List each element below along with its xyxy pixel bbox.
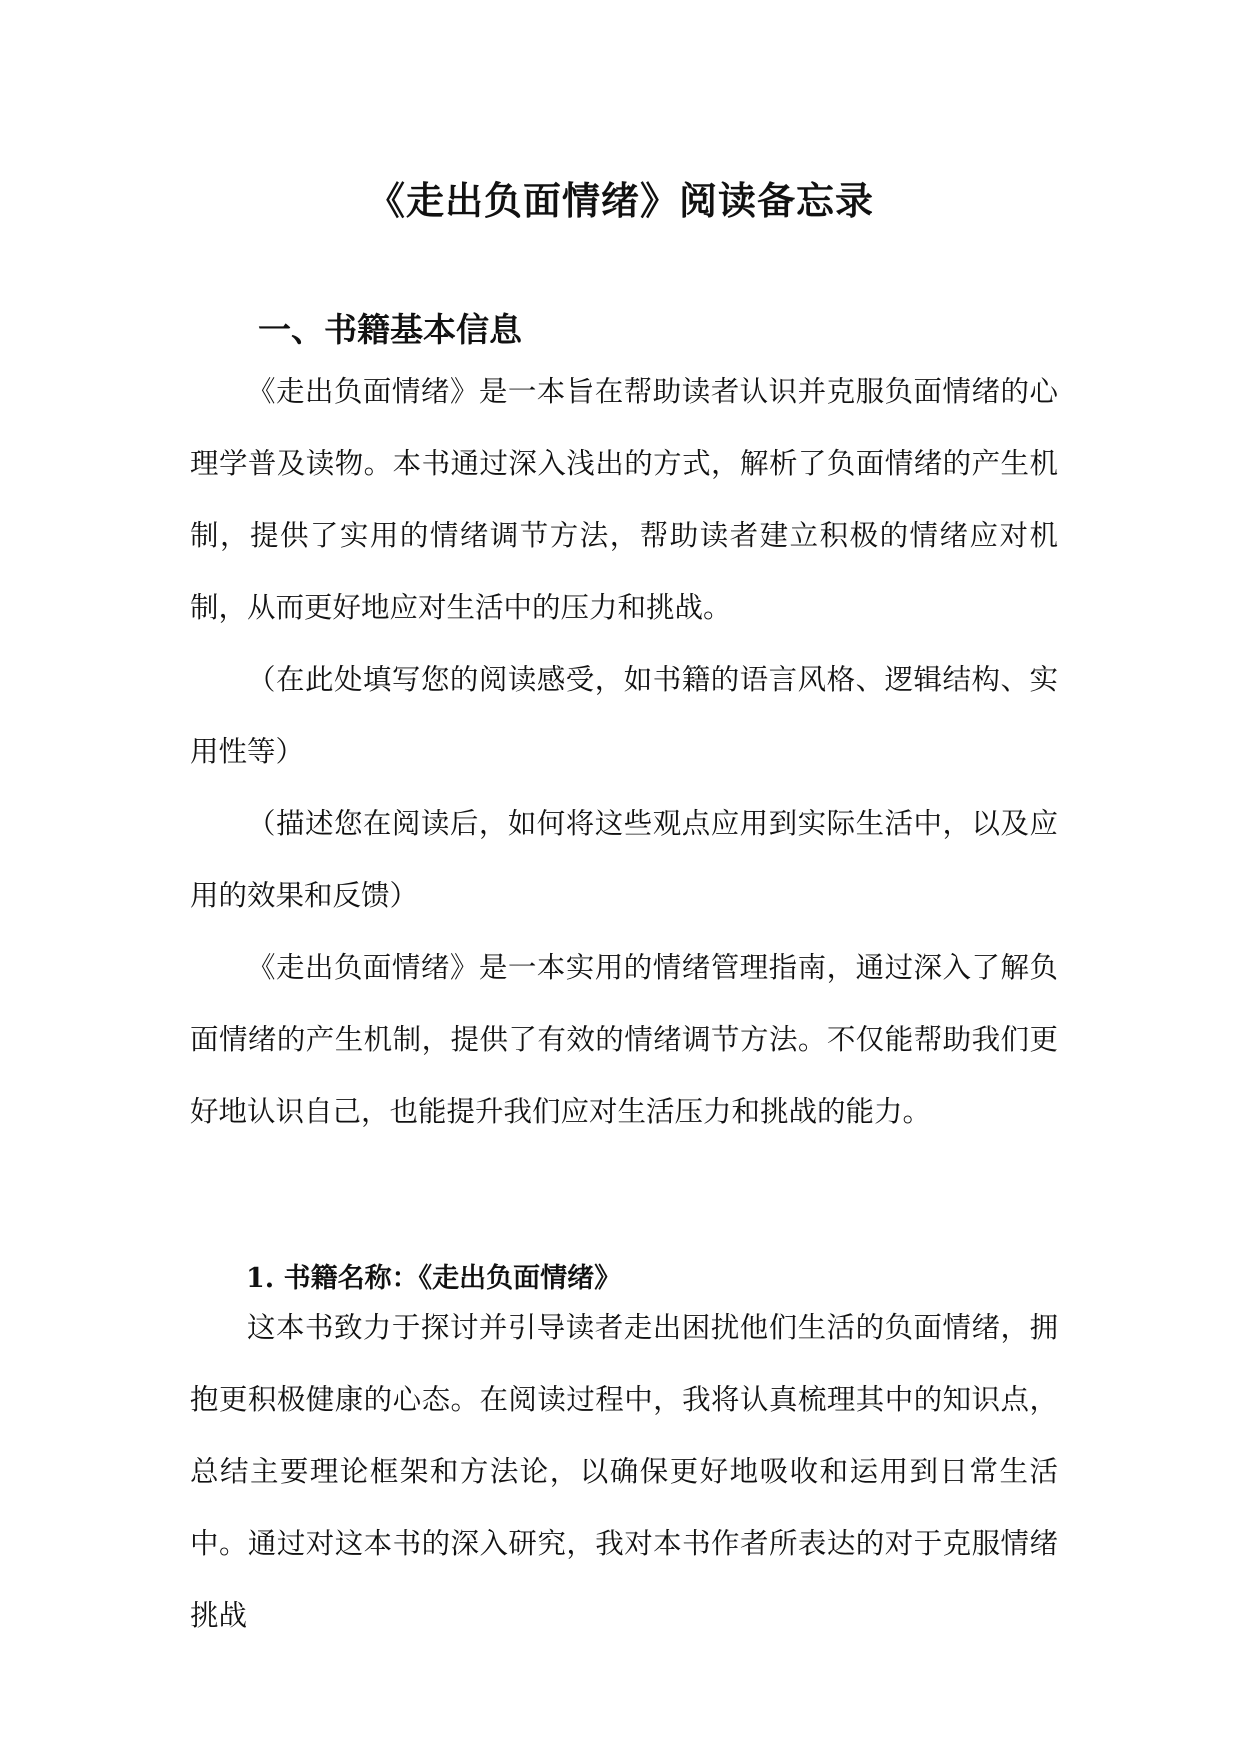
paragraph-application-placeholder: （描述您在阅读后，如何将这些观点应用到实际生活中，以及应用的效果和反馈）	[190, 807, 1058, 912]
paragraph-book-purpose: 这本书致力于探讨并引导读者走出困扰他们生活的负面情绪，拥抱更积极健康的心态。在阅读过程中，我将认真梳理其中的知识点，总结主要理论框架和方法论，以确保更好地吸收和运用到日常生活中。通过对这本书的深入研究，我对本书作者所表达的对于克服情绪挑战	[190, 1311, 1058, 1632]
subsection-heading-book-name: 1. 书籍名称：《走出负面情绪》	[246, 1263, 622, 1294]
document-title: 《走出负面情绪》阅读备忘录	[366, 178, 874, 224]
paragraph-reading-feelings-placeholder: （在此处填写您的阅读感受，如书籍的语言风格、逻辑结构、实用性等）	[190, 663, 1058, 768]
paragraph-book-intro: 《走出负面情绪》是一本旨在帮助读者认识并克服负面情绪的心理学普及读物。本书通过深入浅出的方式，解析了负面情绪的产生机制，提供了实用的情绪调节方法，帮助读者建立积极的情绪应对机制，从而更好地应对生活中的压力和挑战。	[190, 375, 1058, 624]
paragraph-summary: 《走出负面情绪》是一本实用的情绪管理指南，通过深入了解负面情绪的产生机制，提供了有效的情绪调节方法。不仅能帮助我们更好地认识自己，也能提升我们应对生活压力和挑战的能力。	[190, 951, 1058, 1128]
section-heading-basic-info: 一、书籍基本信息	[258, 310, 522, 350]
